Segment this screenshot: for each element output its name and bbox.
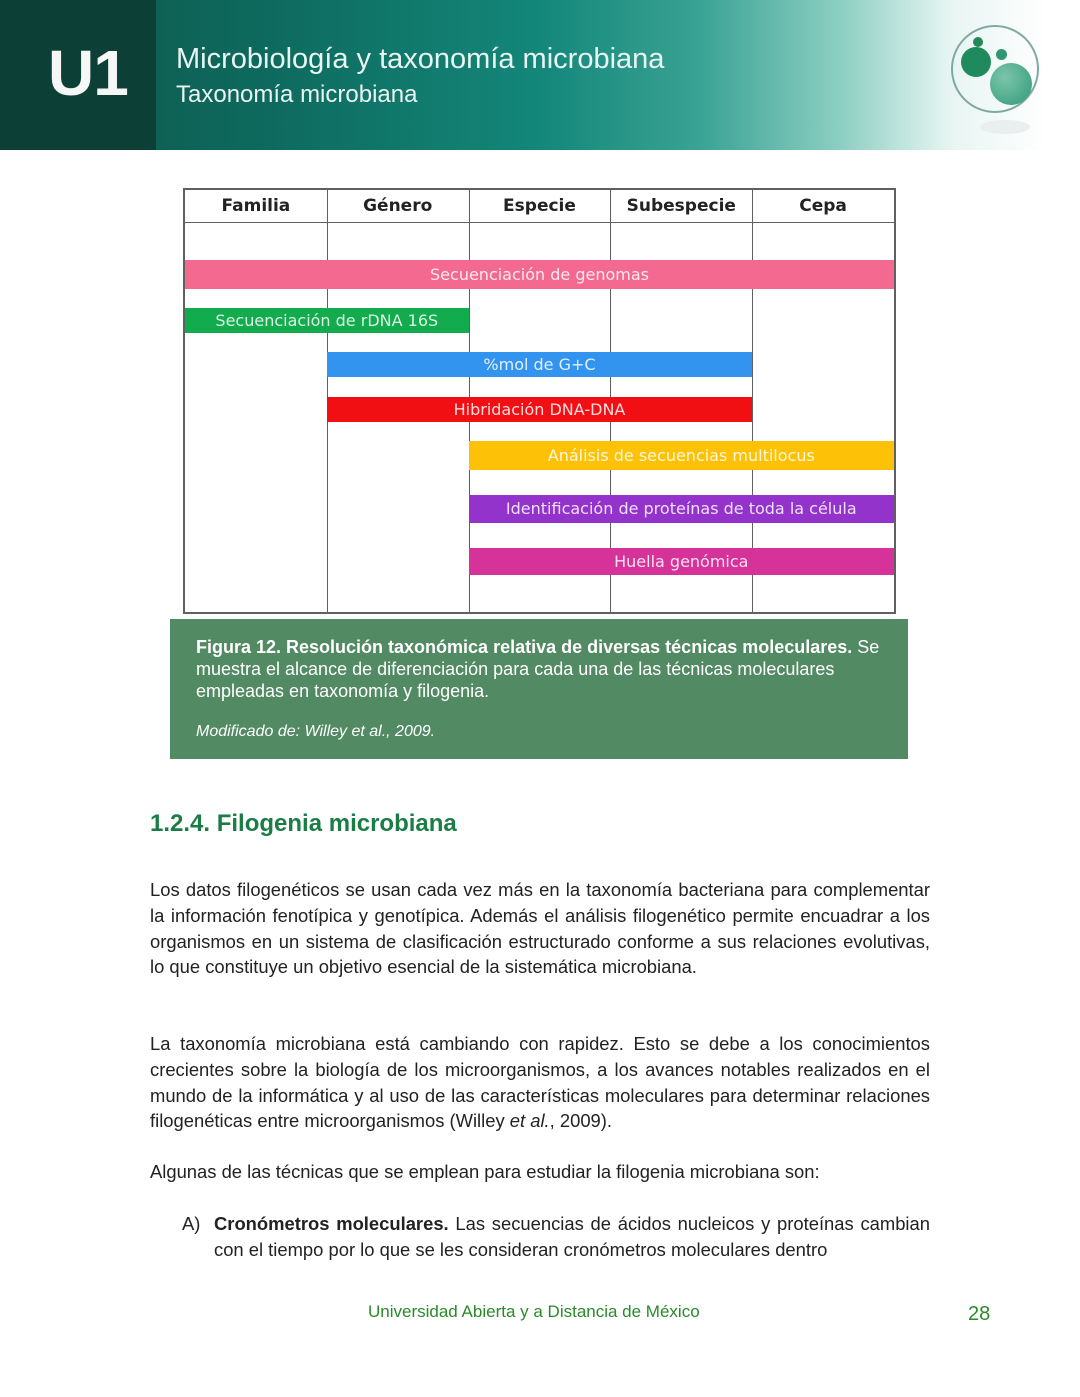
list-item <box>182 1211 930 1263</box>
paragraph-3: Algunas de las técnicas que se emplean para estudiar la filogenia microbiana son: <box>150 1161 820 1182</box>
technique-bar: Identificación de proteínas de toda la célula <box>469 495 894 523</box>
taxonomic-resolution-chart <box>183 188 896 614</box>
technique-bar: Secuenciación de rDNA 16S <box>185 308 469 333</box>
caption-text: Se muestra el alcance de diferenciación para cada una de las técnicas moleculares empleadas en taxonomía y filogenia. <box>196 637 880 701</box>
molecule-bubbles-logo-icon <box>951 25 1039 113</box>
footer-institution: Universidad Abierta y a Distancia de México <box>368 1302 700 1321</box>
column-header: Cepa <box>799 196 847 216</box>
list-item-term: Cronómetros moleculares. <box>214 1213 449 1234</box>
citation-italic: et al. <box>509 1110 550 1132</box>
course-subtitle: Taxonomía microbiana <box>176 81 418 108</box>
caption-title: Figura 12. Resolución taxonómica relativa de diversas técnicas moleculares. <box>196 637 853 657</box>
list-item-text: Las secuencias de ácidos nucleicos y proteínas cambian con el tiempo por lo que se les consideran cronómetros moleculares dentro <box>214 1213 930 1260</box>
technique-bar: %mol de G+C <box>327 352 752 377</box>
page-header <box>0 0 1080 150</box>
section-heading: 1.2.4. Filogenia microbiana <box>150 810 457 837</box>
paragraph-2 <box>150 1031 930 1134</box>
unit-badge <box>0 0 156 150</box>
technique-bar: Análisis de secuencias multilocus <box>469 441 894 470</box>
caption-source: Modificado de: Willey et al., 2009. <box>196 723 436 740</box>
technique-bar: Huella genómica <box>469 548 894 575</box>
column-header: Subespecie <box>626 196 736 216</box>
paragraph-2-tail: , 2009). <box>549 1110 613 1132</box>
column-header: Especie <box>503 196 576 216</box>
course-title: Microbiología y taxonomía microbiana <box>176 43 665 75</box>
logo-reflection <box>980 120 1030 134</box>
page-number: 28 <box>968 1303 991 1325</box>
column-header: Familia <box>221 196 291 216</box>
technique-bar: Hibridación DNA-DNA <box>327 397 752 422</box>
column-header: Género <box>363 196 433 216</box>
unit-label: U1 <box>48 37 128 109</box>
technique-bar: Secuenciación de genomas <box>185 260 894 289</box>
list-marker: A) <box>182 1213 201 1234</box>
paragraph-1: Los datos filogenéticos se usan cada vez más en la taxonomía bacteriana para complementar la información fenotípica y genotípica. Además el análisis filogenético permite encuadrar a los organismos en un sistema de clasificación estructurado conforme a sus relaciones evolutivas, lo que constituye un objetivo esencial de la sistemática microbiana. <box>150 879 930 978</box>
figure-caption <box>170 619 908 759</box>
paragraph-2-text: La taxonomía microbiana está cambiando con rapidez. Esto se debe a los conocimientos crecientes sobre la biología de los microorganismos, a los avances notables realizados en el mundo de la informática y al uso de las características moleculares para determinar relaciones filogenéticas entre microorganismos (Willey <box>150 1033 930 1132</box>
header-divider <box>185 222 894 223</box>
